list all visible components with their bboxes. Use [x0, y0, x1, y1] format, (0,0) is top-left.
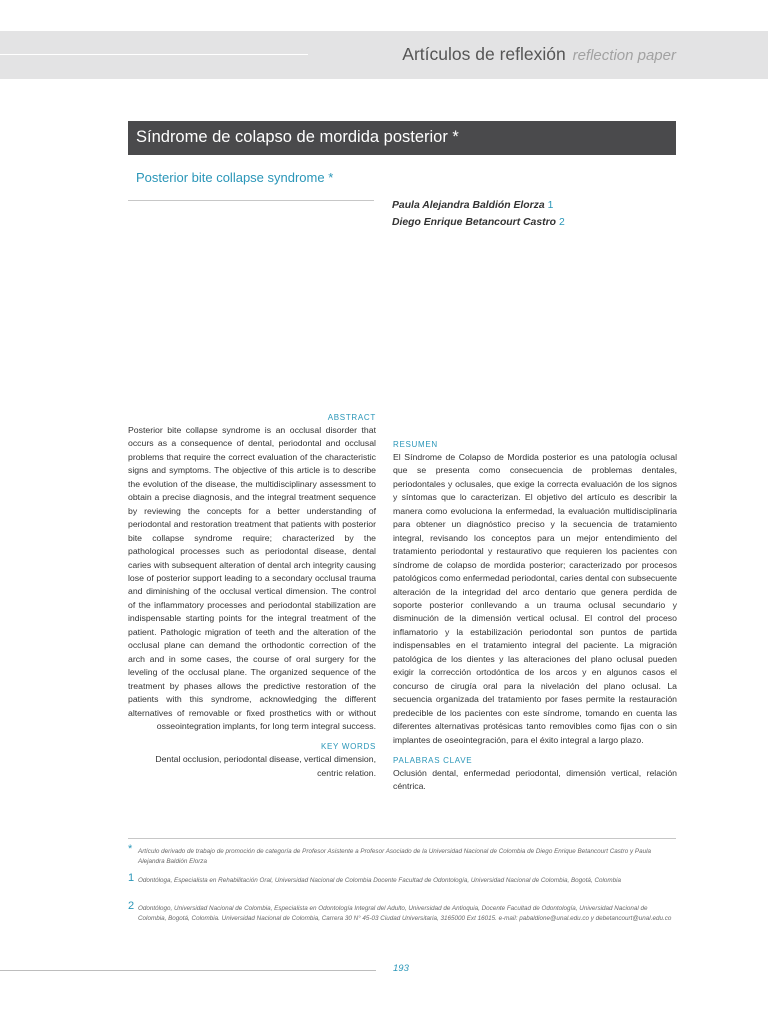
footnote-text: Odontóloga, Especialista en Rehabilitación Oral, Universidad Nacional de Colombia Docente Facultad de Odontología, Universidad Nacional de Colombia, Bogotá, Colombia — [138, 877, 622, 884]
footnote-text: Artículo derivado de trabajo de promoción de categoría de Profesor Asistente a Profesor Asociado de la Universidad Nacional de Colombia de Diego Enrique Betancourt Castro y Paula Alejandra Baldión Elorza — [138, 848, 652, 865]
keywords-text: Dental occlusion, periodontal disease, vertical dimension, centric relation. — [155, 754, 376, 778]
footnote-text: Odontólogo, Universidad Nacional de Colombia, Especialista en Odontología Integral del Adulto, Universidad de Antioquia, Docente Facultad de Odontología, Universidad Nacional de Colombia, Bogotá, Colombia. Universidad Nacional de Colombia, Carrera 30 N° 45-03 Ciudad Universitaria, 3165000 Ext 16015. e-mail: pabaldione@unal.edu.co y debetancourt@unal.edu.co — [138, 905, 672, 922]
footnote-mark: 2 — [128, 900, 135, 912]
footnote — [128, 872, 676, 886]
author-name: Paula Alejandra Baldión Elorza — [392, 200, 545, 211]
resumen-text: El Síndrome de Colapso de Mordida posterior es una patología oclusal que se presenta como consecuencia de problemas dentales, periodontales y oclusales, que exige la correcta evaluación de los signos y síntomas que lo caracterizan. El objetivo del artículo es describir la manera como evoluciona la enfermedad, la evaluación multidisciplinaria para obtener un diagnóstico preciso y la secuencia de tratamiento integral, revisando los conceptos para un mejor entendimiento del tratamiento periodontal y restaurativo que requieren los pacientes con síndrome de colapso de mordida posterior; caracterizado por procesos patológicos como enfermedad periodontal, caries dental con subsecuente alteración de la integridad del arco dentario que genera perdida de soporte posterior conllevando a un trauma oclusal secundario y disminución de la dimensión vertical oclusal. El control del proceso inflamatorio y la estabilización periodontal son puntos de partida indispensables en el tratamiento integral del paciente. La migración patológica de los dientes y las alteraciones del plano oclusal pueden exigir la corrección ortodóntica de los arcos y en algunos casos el concurso de cirugía oral para la nivelación del plano oclusal. La secuencia organizada del tratamiento por fases permite la restauración predecible de los pacientes con este síndrome, tomando en cuenta las diferentes alternativas protésicas tanto removibles como fijas con o sin implantes de oseointegración, para el éxito integral a largo plazo. — [393, 452, 677, 745]
subtitle-divider — [128, 200, 374, 201]
header-divider — [0, 54, 308, 55]
bottom-divider — [0, 970, 376, 971]
keywords-heading: KEY WORDS — [320, 742, 376, 752]
footnote-mark: * — [128, 843, 133, 855]
palabras-clave-heading: PALABRAS CLAVE — [393, 755, 473, 765]
author-affiliation-mark: 1 — [547, 200, 554, 211]
footnote-mark: 1 — [128, 872, 135, 884]
abstract-column — [128, 412, 376, 780]
author — [392, 197, 565, 214]
section-title — [402, 44, 676, 65]
footnote — [128, 900, 676, 923]
author-name: Diego Enrique Betancourt Castro — [392, 217, 556, 228]
abstract-heading: ABSTRACT — [327, 413, 376, 422]
palabras-clave-text: Oclusión dental, enfermedad periodontal, dimensión vertical, relación céntrica. — [393, 767, 677, 792]
page-number: 193 — [393, 963, 409, 974]
abstract-text: Posterior bite collapse syndrome is an occlusal disorder that occurs as a consequence of dental, periodontal and occlusal problems that require the correct evaluation of the characteristic signs and symptoms. The objective of this article is to describe the evolution of the disease, the multidisciplinary assessment to obtain a precise diagnosis, and the integral treatment sequence by reviewing the concepts for a better understanding of periodontal and restoration treatment that patients with posterior bite collapse syndrome require; characterized by the pathological processes such as periodontal disease, dental caries with subsequent alteration of dental arch integrity causing lose of posterior support leading to a secondary occlusal trauma and diminishing of the occlusal vertical dimension. The control of the inflammatory processes and periodontal stabilization are indispensable starting points for the integral treatment of the patient. Pathologic migration of teeth and the alteration of the occlusal plane can demand the orthodontic correction of the arch and in some cases, the course of oral surgery for the leveling of the occlusal plane. The organized sequence of the treatment by phases allows the predictive restoration of the patients with this syndrome, acknowledging the different alternatives of removable or fixed prosthetics with or without osseointegration implants, for long term integral success. — [128, 425, 376, 731]
author-affiliation-mark: 2 — [558, 217, 565, 228]
article-title: Síndrome de colapso de mordida posterior * — [136, 128, 459, 146]
author — [392, 214, 565, 231]
article-title-bar — [128, 121, 676, 155]
author-list — [392, 197, 565, 231]
section-title-en: reflection paper — [572, 47, 676, 64]
resumen-column — [393, 439, 677, 794]
section-title-es: Artículos de reflexión — [402, 44, 566, 64]
footnote — [128, 843, 676, 866]
resumen-heading: RESUMEN — [393, 440, 438, 449]
article-subtitle: Posterior bite collapse syndrome * — [136, 170, 334, 185]
footnotes-divider — [128, 838, 676, 839]
